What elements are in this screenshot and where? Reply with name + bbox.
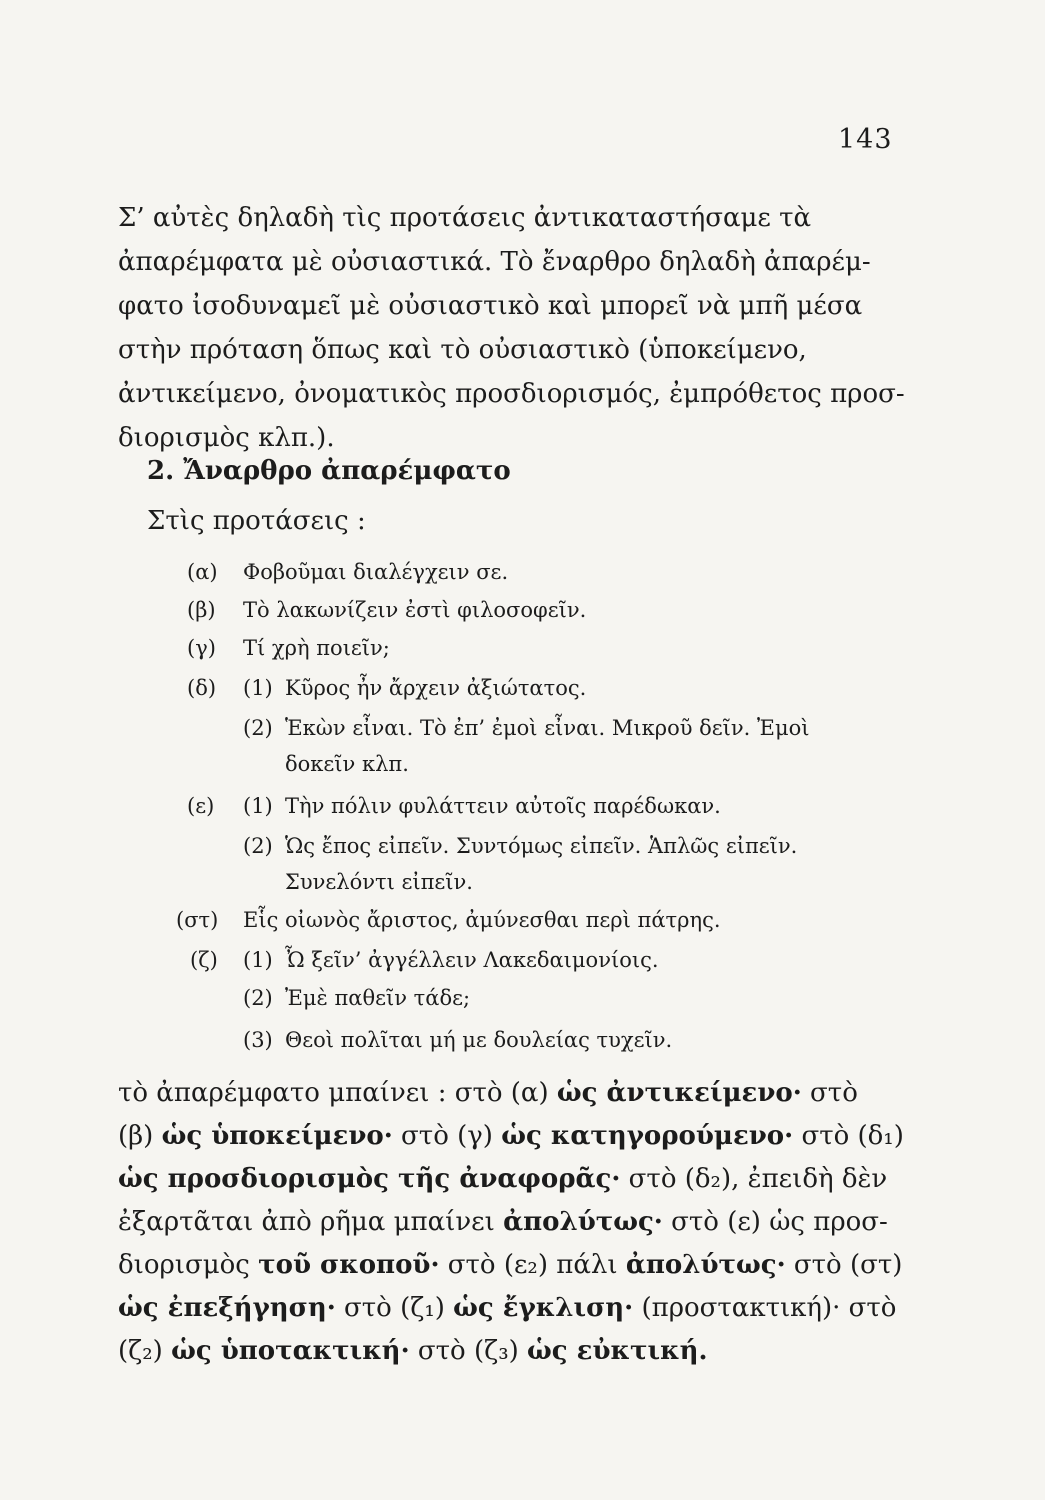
analysis-text: ἐξαρτᾶται ἀπὸ ρῆμα μπαίνει <box>118 1207 504 1237</box>
intro-line: στὴν πρόταση ὅπως καὶ τὸ οὐσιαστικὸ (ὑποκείμενο, <box>118 335 807 365</box>
analysis-text: στὸ (δ₂), ἐπειδὴ δὲν <box>620 1164 888 1194</box>
example-sub-number: (3) <box>243 1028 273 1052</box>
example-text: Συνελόντι εἰπεῖν. <box>285 870 473 894</box>
example-text: Ἑκὼν εἶναι. Τὸ ἐπ’ ἐμοὶ εἶναι. Μικροῦ δεῖν. Ἐμοὶ <box>285 716 810 740</box>
analysis-line <box>118 1072 908 1115</box>
example-sub-number: (1) <box>243 948 273 972</box>
analysis-line <box>118 1244 908 1287</box>
analysis-line <box>118 1115 908 1158</box>
example-label: (ε) <box>187 794 215 818</box>
analysis-text: διορισμὸς <box>118 1250 259 1280</box>
analysis-text: (προστακτική)· στὸ <box>633 1293 897 1323</box>
example-label: (α) <box>187 560 218 584</box>
analysis-text: τὸ ἀπαρέμφατο μπαίνει : στὸ (α) <box>118 1078 557 1108</box>
analysis-text: (ζ₂) <box>118 1336 172 1366</box>
example-text: Ὦ ξεῖν’ ἀγγέλλειν Λακεδαιμονίοις. <box>285 948 659 972</box>
bold-term: ὡς ἔγκλιση· <box>453 1293 634 1323</box>
analysis-text: στὸ (δ₁) <box>793 1121 904 1151</box>
bold-term: ὡς ἀντικείμενο· <box>556 1078 802 1108</box>
analysis-text: στὸ (ζ₃) <box>409 1336 528 1366</box>
analysis-line <box>118 1201 908 1244</box>
example-label: (γ) <box>187 636 216 660</box>
analysis-line <box>118 1287 908 1330</box>
bold-term: ὡς εὐκτική. <box>527 1336 708 1366</box>
bold-term: ὡς κατηγορούμενο· <box>501 1121 794 1151</box>
bold-term: ὡς ὑποκείμενο· <box>161 1121 393 1151</box>
example-sub-number: (1) <box>243 794 273 818</box>
analysis-text: στὸ <box>801 1078 858 1108</box>
example-label: (δ) <box>187 676 217 700</box>
intro-line: διορισμὸς κλπ.). <box>118 423 335 453</box>
analysis-text: στὸ (ε₂) πάλι <box>439 1250 626 1280</box>
example-sub-number: (2) <box>243 986 273 1010</box>
example-label: (ζ) <box>190 948 218 972</box>
example-text: Θεοὶ πολῖται μή με δουλείας τυχεῖν. <box>285 1028 673 1052</box>
intro-line: ἀντικείμενο, ὀνοματικὸς προσδιορισμός, ἐμπρόθετος προσ- <box>118 379 905 409</box>
example-sub-number: (2) <box>243 834 273 858</box>
intro-line: φατο ἰσοδυναμεῖ μὲ οὐσιαστικὸ καὶ μπορεῖ νὰ μπῆ μέσα <box>118 291 863 321</box>
example-sub-number: (2) <box>243 716 273 740</box>
bold-term: ὡς ὑποτακτική· <box>171 1336 410 1366</box>
intro-line: Σ’ αὐτὲς δηλαδὴ τὶς προτάσεις ἀντικαταστήσαμε τὰ <box>118 203 812 233</box>
bold-term: ἀπολύτως· <box>625 1250 786 1280</box>
bold-term: ἀπολύτως· <box>503 1207 663 1237</box>
example-label: (β) <box>187 598 216 622</box>
analysis-text: στὸ (στ) <box>785 1250 903 1280</box>
intro-line: ἀπαρέμφατα μὲ οὐσιαστικά. Τὸ ἔναρθρο δηλαδὴ ἀπαρέμ- <box>118 247 871 277</box>
section-heading: 2. Ἄναρθρο ἀπαρέμφατο <box>147 456 511 486</box>
example-text: Ἐμὲ παθεῖν τάδε; <box>285 986 471 1010</box>
bold-term: ὡς προσδιορισμὸς τῆς ἀναφορᾶς· <box>118 1164 621 1194</box>
analysis-line <box>118 1158 908 1201</box>
analysis-text: στὸ (γ) <box>392 1121 502 1151</box>
example-sub-number: (1) <box>243 676 273 700</box>
example-text: δοκεῖν κλπ. <box>285 752 409 776</box>
analysis-line <box>118 1330 908 1373</box>
bold-term: τοῦ σκοποῦ· <box>258 1250 440 1280</box>
page-number: 143 <box>838 124 893 155</box>
example-text: Τὸ λακωνίζειν ἐστὶ φιλοσοφεῖν. <box>243 598 587 622</box>
example-text: Τὴν πόλιν φυλάττειν αὐτοῖς παρέδωκαν. <box>285 794 721 818</box>
example-text: Τί χρὴ ποιεῖν; <box>243 636 390 660</box>
example-label: (στ) <box>176 908 219 932</box>
example-text: Φοβοῦμαι διαλέγχειν σε. <box>243 560 509 584</box>
bold-term: ὡς ἐπεξήγηση· <box>118 1293 336 1323</box>
analysis-paragraph <box>118 1072 908 1373</box>
example-text: Εἷς οἰωνὸς ἄριστος, ἀμύνεσθαι περὶ πάτρης. <box>243 908 721 932</box>
analysis-text: (β) <box>118 1121 162 1151</box>
example-text: Κῦρος ἦν ἄρχειν ἀξιώτατος. <box>285 676 587 700</box>
analysis-text: στὸ (ε) ὡς προσ- <box>662 1207 888 1237</box>
analysis-text: στὸ (ζ₁) <box>335 1293 454 1323</box>
intro-paragraph <box>118 196 905 460</box>
section-subheading: Στὶς προτάσεις : <box>147 506 366 536</box>
example-text: Ὡς ἔπος εἰπεῖν. Συντόμως εἰπεῖν. Ἁπλῶς εἰπεῖν. <box>285 834 798 858</box>
